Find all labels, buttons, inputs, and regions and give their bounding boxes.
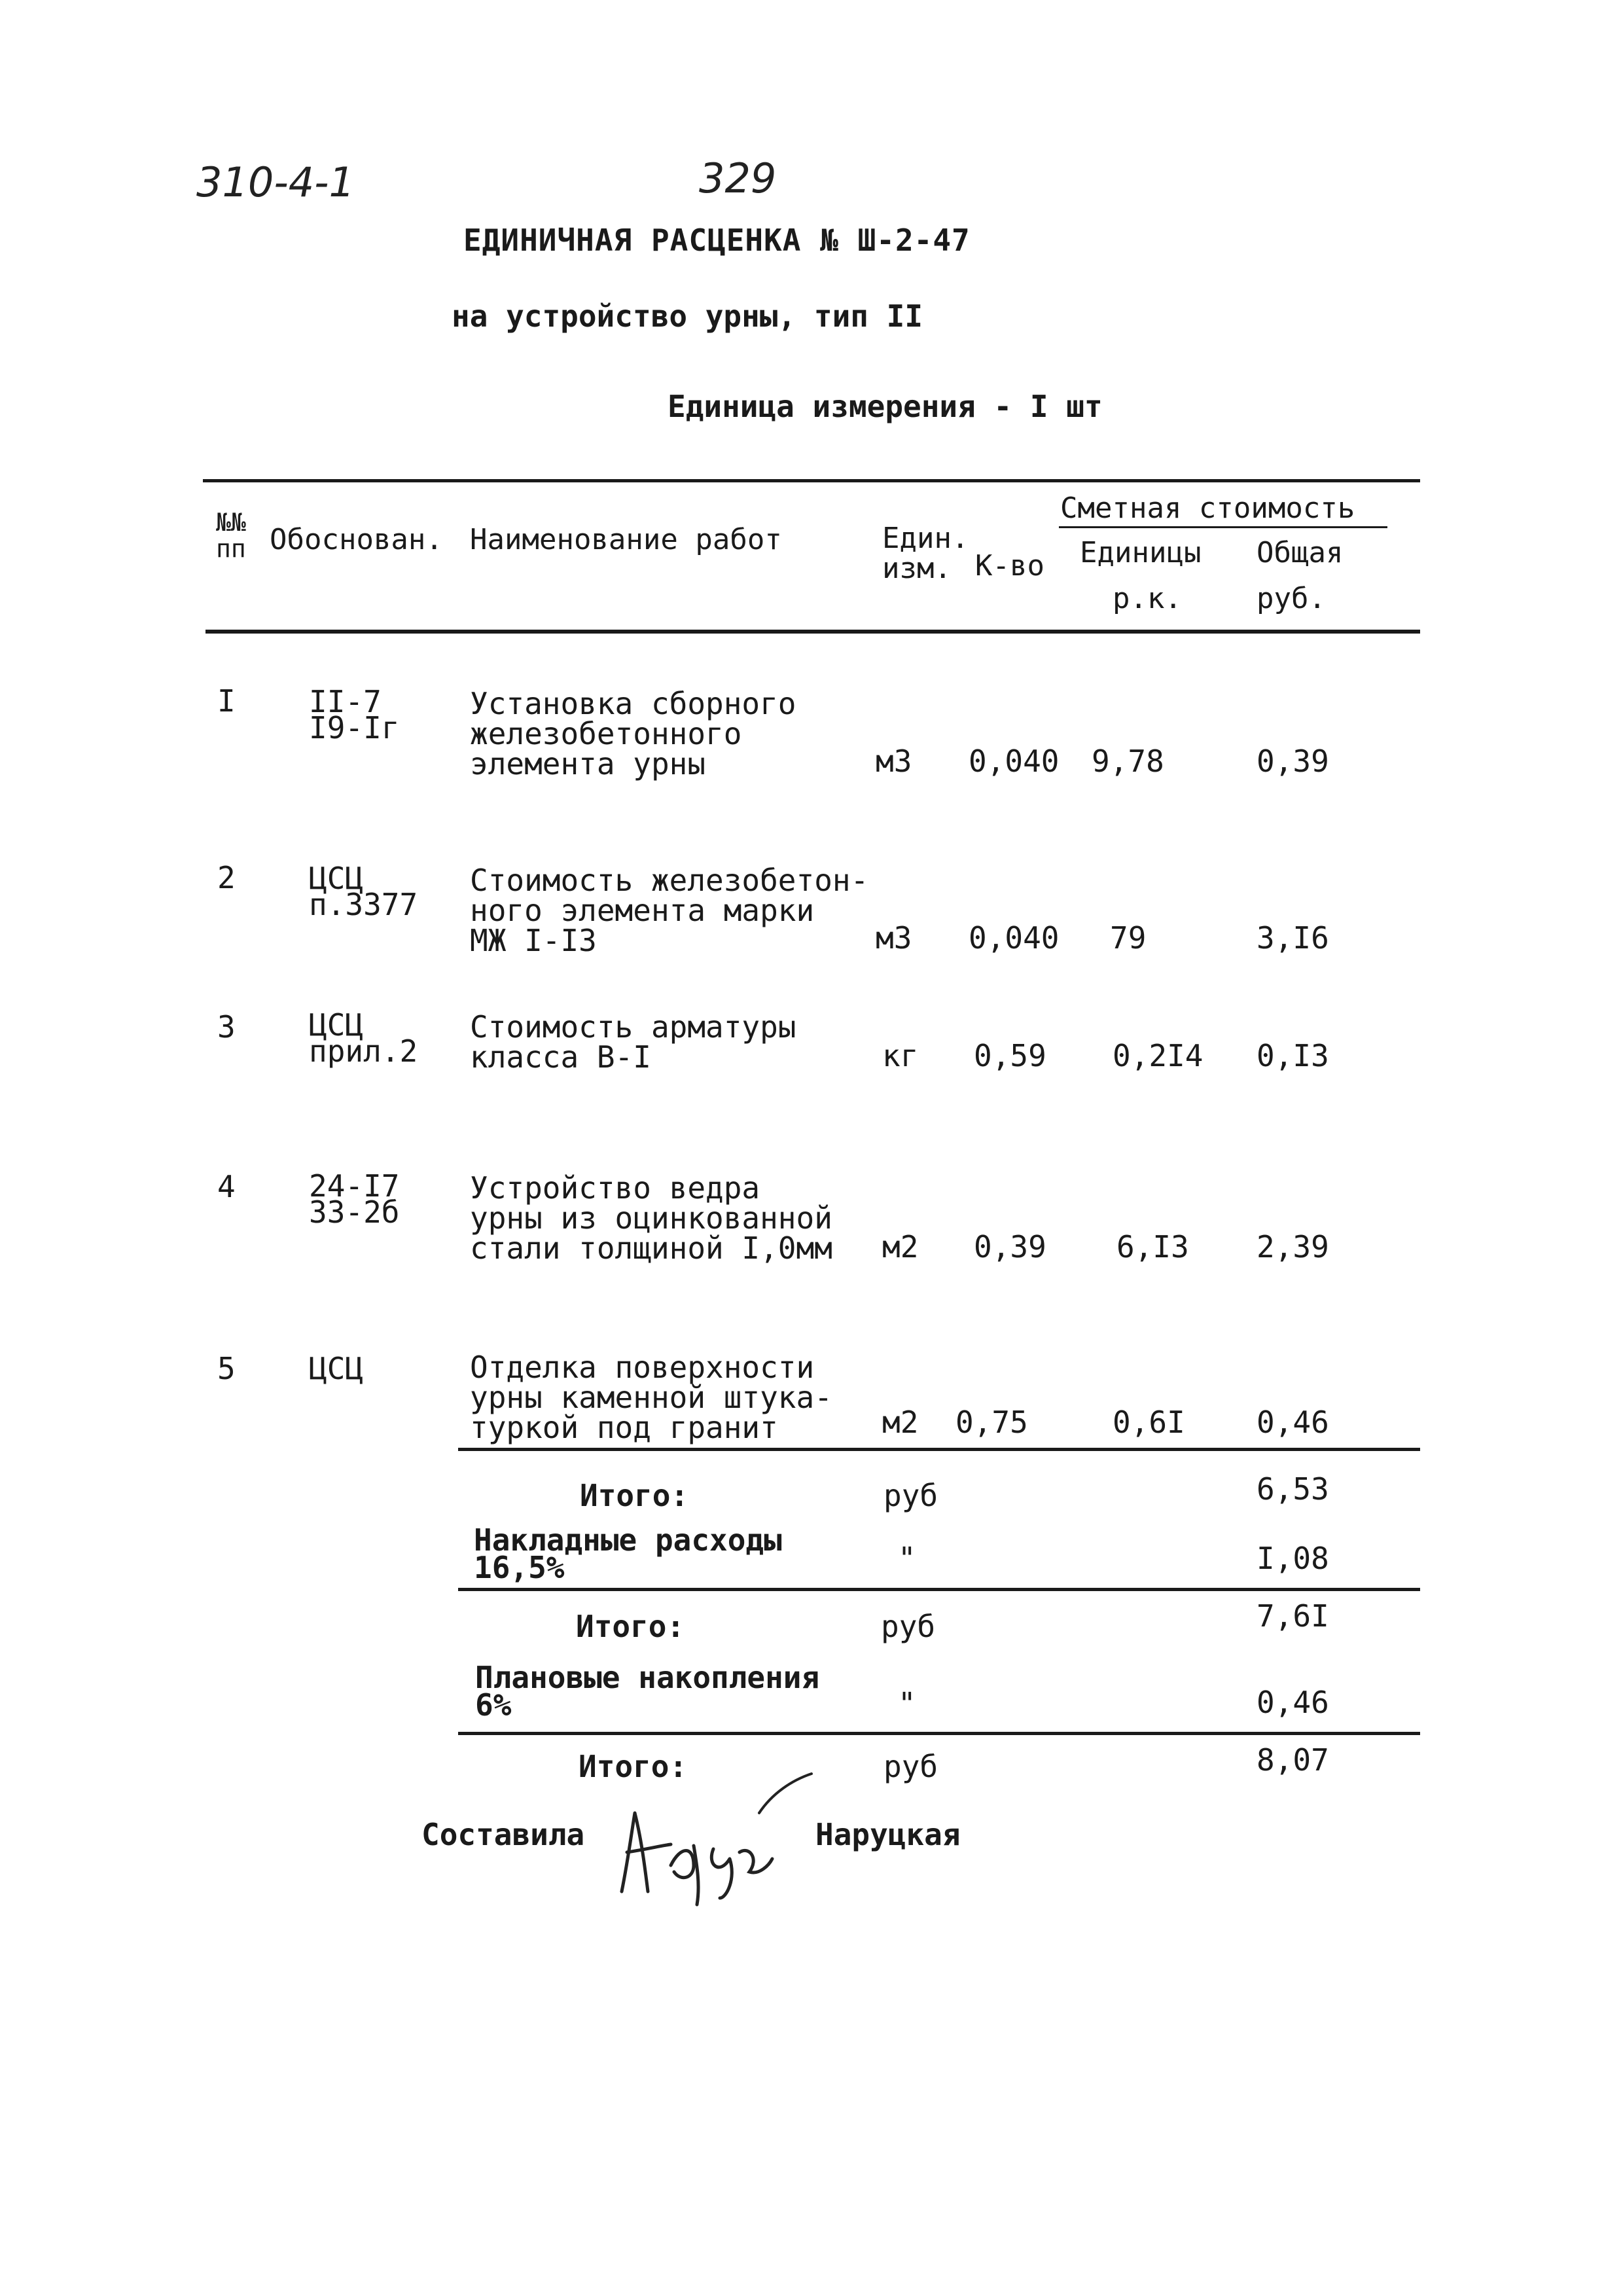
- table-top-rule: [203, 479, 1420, 482]
- subtotal2-label: Итого:: [576, 1609, 685, 1644]
- subtotal-unit: руб: [883, 1478, 938, 1513]
- grand-total-unit: руб: [883, 1749, 938, 1784]
- row-unit-cost: 6,I3: [1116, 1229, 1189, 1265]
- row-qty: 0,040: [969, 920, 1060, 956]
- totals-top-rule: [458, 1448, 1420, 1451]
- row-total: 0,I3: [1257, 1038, 1329, 1073]
- row-name: Устройство ведра урны из оцинкованной стали толщиной I,0мм: [470, 1170, 832, 1266]
- cost-group-underline: [1059, 526, 1387, 528]
- row-total: 0,46: [1257, 1405, 1329, 1440]
- row-unit: м2: [882, 1405, 919, 1440]
- document-code: 310-4-1: [196, 158, 355, 206]
- header-qty: К-во: [975, 549, 1044, 583]
- grand-total-top-rule: [458, 1732, 1420, 1735]
- row-unit: м3: [876, 744, 912, 779]
- document-subtitle: на устройство урны, тип II: [452, 298, 923, 334]
- row-basis: ЦСЦ: [309, 1351, 364, 1386]
- savings-value: 0,46: [1257, 1685, 1329, 1720]
- subtotal2-unit: руб: [881, 1609, 936, 1644]
- row-basis: ЦСЦ прил.2: [309, 1007, 418, 1069]
- subtotal2-value: 7,6I: [1257, 1598, 1329, 1634]
- overhead-unit: ": [898, 1541, 916, 1576]
- header-num: №№ пп: [216, 508, 246, 563]
- row-unit: кг: [882, 1038, 919, 1073]
- row-basis: ЦСЦ п.3377: [309, 861, 418, 922]
- header-total-cost-currency: руб.: [1257, 582, 1326, 615]
- header-unit: Един. изм.: [882, 522, 969, 585]
- signature-name: Наруцкая: [815, 1817, 961, 1852]
- row-qty: 0,59: [974, 1038, 1046, 1073]
- handwritten-signature: [609, 1767, 825, 1911]
- row-unit-cost: 9,78: [1092, 744, 1164, 779]
- savings-unit: ": [898, 1686, 916, 1721]
- row-num: 2: [217, 860, 236, 895]
- row-unit-cost: 0,2I4: [1113, 1038, 1204, 1073]
- page-number: 329: [699, 154, 777, 202]
- unit-of-measure-line: Единица измерения - I шт: [668, 389, 1103, 424]
- row-name: Отделка поверхности урны каменной штука- туркой под гранит: [470, 1350, 832, 1445]
- subtotal-label: Итого:: [580, 1478, 689, 1513]
- document-title: ЕДИНИЧНАЯ РАСЦЕНКА № Ш-2-47: [463, 223, 971, 258]
- row-unit-cost: 0,6I: [1113, 1405, 1185, 1440]
- row-num: 4: [217, 1169, 236, 1204]
- subtotal2-top-rule: [458, 1588, 1420, 1591]
- row-total: 3,I6: [1257, 920, 1329, 956]
- header-name: Наименование работ: [470, 523, 782, 556]
- header-unit-cost: Единицы: [1080, 536, 1202, 569]
- grand-total-label: Итого:: [579, 1749, 688, 1784]
- row-num: 3: [217, 1009, 236, 1045]
- row-unit: м3: [876, 920, 912, 956]
- row-name: Стоимость железобетон- ного элемента марки МЖ I-I3: [470, 863, 869, 958]
- row-qty: 0,75: [955, 1405, 1028, 1440]
- row-name: Стоимость арматуры класса В-I: [470, 1009, 796, 1075]
- row-unit-cost: 79: [1110, 920, 1147, 956]
- row-total: 0,39: [1257, 744, 1329, 779]
- overhead-value: I,08: [1257, 1541, 1329, 1576]
- row-qty: 0,040: [969, 744, 1060, 779]
- row-qty: 0,39: [974, 1229, 1046, 1265]
- header-cost-group: Сметная стоимость: [1060, 492, 1355, 525]
- table-header-bottom-rule: [205, 630, 1420, 634]
- header-unit-cost-currency: р.к.: [1113, 582, 1182, 615]
- header-basis: Обоснован.: [270, 523, 443, 556]
- row-basis: II-7 I9-Iг: [309, 684, 400, 745]
- row-unit: м2: [882, 1229, 919, 1265]
- header-total-cost: Общая: [1257, 536, 1344, 569]
- row-num: I: [217, 683, 236, 719]
- row-total: 2,39: [1257, 1229, 1329, 1265]
- row-name: Установка сборного железобетонного элемента урны: [470, 686, 796, 781]
- row-basis: 24-I7 33-2б: [309, 1168, 400, 1230]
- signature-prefix: Составила: [421, 1817, 585, 1852]
- overhead-label: Накладные расходы 16,5%: [474, 1522, 782, 1585]
- savings-label: Плановые накопления 6%: [475, 1660, 820, 1723]
- row-num: 5: [217, 1351, 236, 1386]
- grand-total-value: 8,07: [1257, 1742, 1329, 1778]
- subtotal-value: 6,53: [1257, 1471, 1329, 1507]
